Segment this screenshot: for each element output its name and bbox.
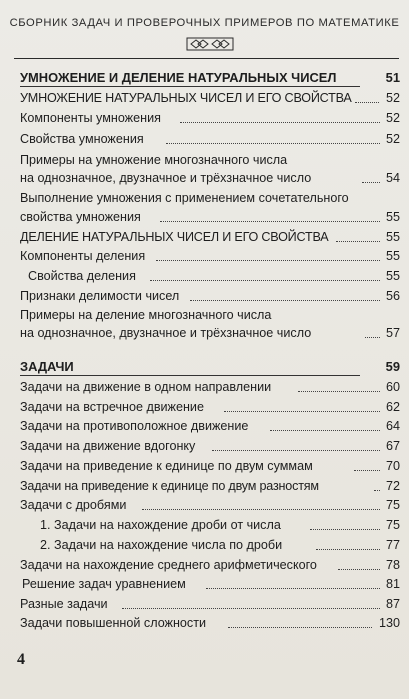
leader-dots: [228, 627, 372, 628]
toc-entry[interactable]: УМНОЖЕНИЕ НАТУРАЛЬНЫХ ЧИСЕЛ И ЕГО СВОЙСТВА 52: [20, 91, 400, 105]
leader-dots: [298, 391, 380, 392]
leader-dots: [374, 490, 380, 491]
toc-entry[interactable]: Свойства деления 55: [28, 269, 400, 283]
toc-entry[interactable]: 2. Задачи на нахождение числа по дроби 77: [40, 538, 400, 552]
leader-dots: [206, 588, 380, 589]
leader-dots: [180, 122, 380, 123]
toc-entry[interactable]: Задачи с дробями 75: [20, 498, 400, 512]
leader-dots: [224, 411, 380, 412]
toc-entry[interactable]: на однозначное, двузначное и трёхзначное число 57: [20, 326, 400, 340]
leader-dots: [365, 337, 380, 338]
leader-dots: [122, 608, 380, 609]
toc-entry[interactable]: Разные задачи 87: [20, 597, 400, 611]
toc-entry[interactable]: свойства умножения 55: [20, 210, 400, 224]
toc-entry-line-1: Примеры на умножение многозначного числа: [20, 153, 288, 167]
toc-section-heading[interactable]: УМНОЖЕНИЕ И ДЕЛЕНИЕ НАТУРАЛЬНЫХ ЧИСЕЛ 51: [20, 70, 400, 85]
toc-entry[interactable]: Свойства умножения 52: [20, 132, 400, 146]
toc-entry[interactable]: Задачи на нахождение среднего арифметического 78: [20, 558, 400, 572]
leader-dots: [156, 260, 380, 261]
leader-dots: [338, 569, 380, 570]
underline: [20, 86, 360, 87]
toc-entry[interactable]: Задачи на приведение к единице по двум разностям 72: [20, 479, 400, 493]
toc-entry[interactable]: Задачи на встречное движение 62: [20, 400, 400, 414]
leader-dots: [212, 450, 380, 451]
toc-entry-line-1: Примеры на деление многозначного числа: [20, 308, 272, 322]
page-number: 4: [17, 651, 25, 668]
leader-dots: [190, 300, 380, 301]
leader-dots: [166, 143, 380, 144]
toc-entry[interactable]: Решение задач уравнением 81: [22, 577, 400, 591]
toc-entry[interactable]: Задачи на движение в одном направлении 60: [20, 380, 400, 394]
leader-dots: [142, 509, 380, 510]
leader-dots: [355, 102, 379, 103]
leader-dots: [160, 221, 380, 222]
toc-entry[interactable]: ДЕЛЕНИЕ НАТУРАЛЬНЫХ ЧИСЕЛ И ЕГО СВОЙСТВА 55: [20, 230, 400, 244]
underline: [20, 375, 360, 376]
running-title: СБОРНИК ЗАДАЧ И ПРОВЕРОЧНЫХ ПРИМЕРОВ ПО МАТЕМАТИКЕ: [9, 17, 400, 29]
toc-entry-line-1: Выполнение умножения с применением сочетательного: [20, 191, 349, 205]
leader-dots: [316, 549, 380, 550]
toc-entry[interactable]: Задачи на противоположное движение 64: [20, 419, 400, 433]
toc-entry[interactable]: Признаки делимости чисел 56: [20, 289, 400, 303]
leader-dots: [310, 529, 380, 530]
toc-entry[interactable]: на однозначное, двузначное и трёхзначное число 54: [20, 171, 400, 185]
toc-entry[interactable]: 1. Задачи на нахождение дроби от числа 75: [40, 518, 400, 532]
toc-section-heading[interactable]: ЗАДАЧИ 59: [20, 359, 400, 374]
toc-entry[interactable]: Задачи на движение вдогонку 67: [20, 439, 400, 453]
toc-entry[interactable]: Задачи на приведение к единице по двум суммам 70: [20, 459, 400, 473]
ornament-icon: [186, 37, 234, 51]
leader-dots: [362, 182, 380, 183]
header-rule: [14, 58, 399, 59]
toc-entry[interactable]: Компоненты деления 55: [20, 249, 400, 263]
leader-dots: [150, 280, 380, 281]
leader-dots: [336, 241, 380, 242]
leader-dots: [270, 430, 380, 431]
toc-entry[interactable]: Задачи повышенной сложности 130: [20, 616, 400, 630]
toc-entry[interactable]: Компоненты умножения 52: [20, 111, 400, 125]
leader-dots: [354, 470, 380, 471]
